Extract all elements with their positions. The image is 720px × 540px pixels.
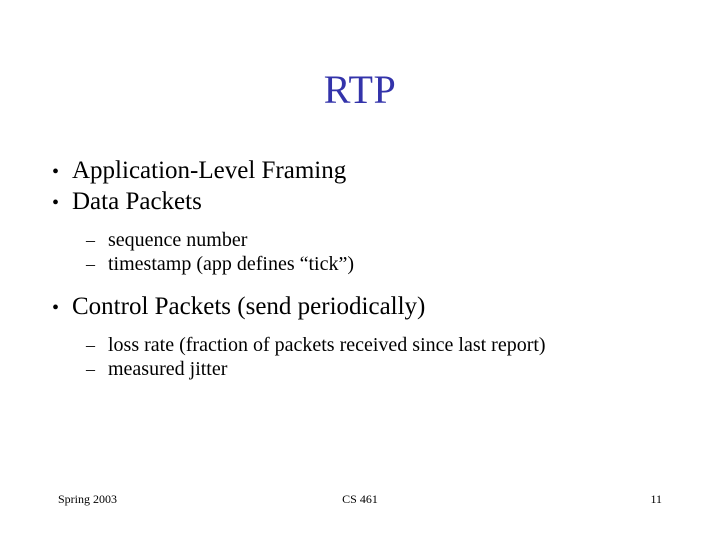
sub-bullet-item xyxy=(44,230,684,251)
bullet-item xyxy=(44,294,684,319)
bullet-text: Data Packets xyxy=(72,188,202,215)
bullet-marker: – xyxy=(86,230,95,250)
bullet-marker: • xyxy=(52,161,60,183)
slide-footer xyxy=(0,492,720,512)
bullet-marker: – xyxy=(86,254,95,274)
bullet-text: timestamp (app defines “tick”) xyxy=(108,253,355,275)
page-title: RTP xyxy=(323,67,397,112)
bullet-marker: – xyxy=(86,359,95,379)
spacer xyxy=(44,278,684,294)
bullet-text: Control Packets (send periodically) xyxy=(72,293,426,320)
footer-course: CS 461 xyxy=(342,492,378,506)
bullet-item xyxy=(44,158,684,183)
sub-bullet-item xyxy=(44,254,684,275)
bullet-text: Application-Level Framing xyxy=(72,157,347,184)
bullet-item xyxy=(44,189,684,214)
bullet-text: loss rate (fraction of packets received since last report) xyxy=(108,334,546,356)
sub-bullet-item xyxy=(44,335,684,356)
slide-body xyxy=(44,158,684,383)
footer-date: Spring 2003 xyxy=(58,492,118,506)
slide-number: 11 xyxy=(650,492,662,506)
bullet-marker: • xyxy=(52,192,60,214)
bullet-marker: – xyxy=(86,335,95,355)
bullet-text: sequence number xyxy=(108,229,248,251)
sub-bullet-item xyxy=(44,359,684,380)
bullet-text: measured jitter xyxy=(108,358,228,380)
bullet-marker: • xyxy=(52,297,60,319)
